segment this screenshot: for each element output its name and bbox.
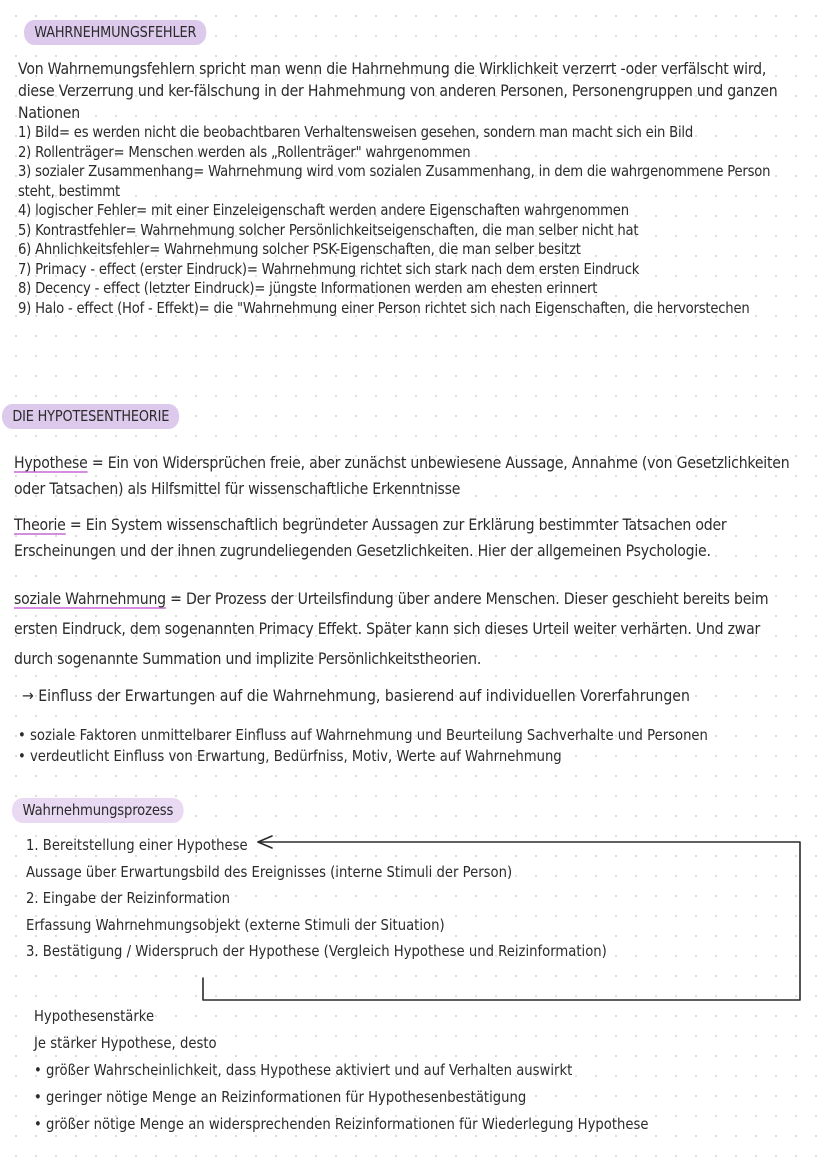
hypothesis-strength-intro: Je stärker Hypothese, desto [34,1034,217,1052]
list-item: 4) logischer Fehler= mit einer Einzeleigenschaft werden andere Eigenschaften wahrgenommen [18,201,629,219]
definition-text: = Ein von Widersprüchen freie, aber zunächst unbewiesene Aussage, Annahme (von Gesetzlichkeiten oder Tatsachen) als Hilfsmittel für wissenschaftliche Erkenntnisse [14,453,790,498]
list-item: 2) Rollenträger= Menschen werden als „Rollenträger" wahrgenommen [18,142,471,161]
hypothesis-strength-bullets [34,1057,649,1138]
hypothesis-strength-title: Hypothesenstärke [34,1007,155,1025]
heading-hypotesentheorie: DIE HYPOTESENTHEORIE [2,404,180,429]
definition-text: = Ein System wissenschaftlich begründeter Aussagen zur Erklärung bestimmter Tatsachen oder Erscheinungen und der ihnen zugrundeliegenden Gesetzlichkeiten. Hier der allgemeinen Psychologie. [14,515,727,560]
list-item: • verdeutlicht Einfluss von Erwartung, Bedürfniss, Motiv, Werte auf Wahrnehmung [18,746,708,767]
term-soziale-wahrnehmung: soziale Wahrnehmung [14,589,166,608]
hypothesis-strength [34,1003,649,1138]
list-item: • geringer nötige Menge an Reizinformationen für Hypothesenbestätigung [34,1084,649,1111]
list-item: 7) Primacy - effect (erster Eindruck)= Wahrnehmung richtet sich stark nach dem ersten Eindruck [18,259,640,278]
list-item: • größer nötige Menge an widersprechenden Reizinformationen für Wiederlegung Hypothese [34,1111,649,1138]
list-item: 1) Bild= es werden nicht die beobachtbaren Verhaltensweisen gesehen, sondern man macht sich ein Bild [18,123,694,141]
list-item: • soziale Faktoren unmittelbarer Einfluss auf Wahrnehmung und Beurteilung Sachverhalte und Personen [18,725,708,746]
loop-line [203,842,800,1000]
process-step: 2. Eingabe der Reizinformation [26,889,230,907]
list-item: 9) Halo - effect (Hof - Effekt)= die "Wahrnehmung einer Person richtet sich nach Eigenschaften, die hervorstechen [18,298,750,317]
process-step: 3. Bestätigung / Widerspruch der Hypothese (Vergleich Hypothese und Reizinformation) [26,942,607,960]
list-item: 8) Decency - effect (letzter Eindruck)= jüngste Informationen werden am ehesten erinnert [18,279,598,297]
term-hypothese: Hypothese [14,453,88,472]
process-step: Aussage über Erwartungsbild des Ereignisses (interne Stimuli der Person) [26,862,513,881]
process-step: 1. Bereitstellung einer Hypothese [26,836,248,854]
process-step: Erfassung Wahrnehmungsobjekt (externe Stimuli der Situation) [26,915,445,934]
list-item: 3) sozialer Zusammenhang= Wahrnehmung wird vom sozialen Zusammenhang, in dem die wahrgenommene Person steht, bestimmt [18,162,771,200]
arrow-note: → Einfluss der Erwartungen auf die Wahrnehmung, basierend auf individuellen Vorerfahrungen [22,686,690,705]
heading-wahrnehmungsfehler: WAHRNEHMUNGSFEHLER [24,20,207,45]
intro-paragraph: Von Wahrnemungsfehlern spricht man wenn die Hahrnehmung die Wirklichkeit verzerrt -oder verfälscht wird, diese Verzerrung und ker-fälschung in der Hahmehmung von anderen Personen, Personengruppen und ganzen Nationen [18,59,778,122]
heading-wahrnehmungsprozess: Wahrnehmungsprozess [12,798,184,823]
list-item: 6) Ahnlichkeitsfehler= Wahrnehmung solcher PSK-Eigenschaften, die man selber besitzt [18,240,581,258]
list-item: 5) Kontrastfehler= Wahrnehmung solcher Persönlichkeitseigenschaften, die man selber nicht hat [18,220,639,239]
list-item: • größer Wahrscheinlichkeit, dass Hypothese aktiviert und auf Verhalten auswirkt [34,1057,649,1084]
definition-text: = Der Prozess der Urteilsfindung über andere Menschen. Dieser geschieht bereits beim ersten Eindruck, dem sogenannten Primacy Effekt. Später kann sich dieses Urteil weiter verhärten. Und zwar durch sogenannte Summation und implizite Persönlichkeitstheorien. [14,589,769,668]
term-theorie: Theorie [14,515,66,534]
